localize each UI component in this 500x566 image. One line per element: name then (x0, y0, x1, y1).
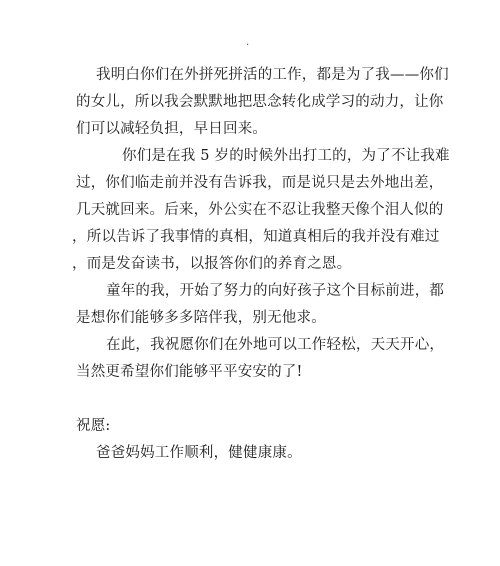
paragraph-line: 的女儿，所以我会默默地把思念转化成学习的动力，让你 (76, 94, 444, 110)
salutation: 祝愿: (76, 418, 111, 434)
paragraph-line: 童年的我，开始了努力的向好孩子这个目标前进，都 (106, 283, 445, 299)
paragraph-line: ，而是发奋读书，以报答你们的养育之恩。 (72, 256, 352, 272)
closing-wish: 爸爸妈妈工作顺利，健健康康。 (96, 445, 302, 461)
paragraph-line: 在此，我祝愿你们在外地可以工作轻松，天天开心， (106, 337, 445, 353)
top-mark: . (246, 37, 250, 48)
paragraph-line: 们可以减轻负担，早日回来。 (76, 121, 268, 137)
paragraph-line: 当然更希望你们能够平平安安的了! (76, 364, 303, 380)
paragraph-line: 几天就回来。后来，外公实在不忍让我整天像个泪人似的 (76, 202, 444, 218)
paragraph-line: 你们是在我 5 岁的时候外出打工的，为了不让我难 (122, 148, 450, 164)
paragraph-line: 过，你们临走前并没有告诉我，而是说只是去外地出差， (76, 175, 444, 191)
paragraph-line: 是想你们能够多多陪伴我，别无他求。 (76, 310, 326, 326)
paragraph-line: 我明白你们在外拼死拼活的工作，都是为了我——你们 (96, 67, 449, 83)
paragraph-line: ，所以告诉了我事情的真相，知道真相后的我并没有难过 (72, 229, 440, 245)
